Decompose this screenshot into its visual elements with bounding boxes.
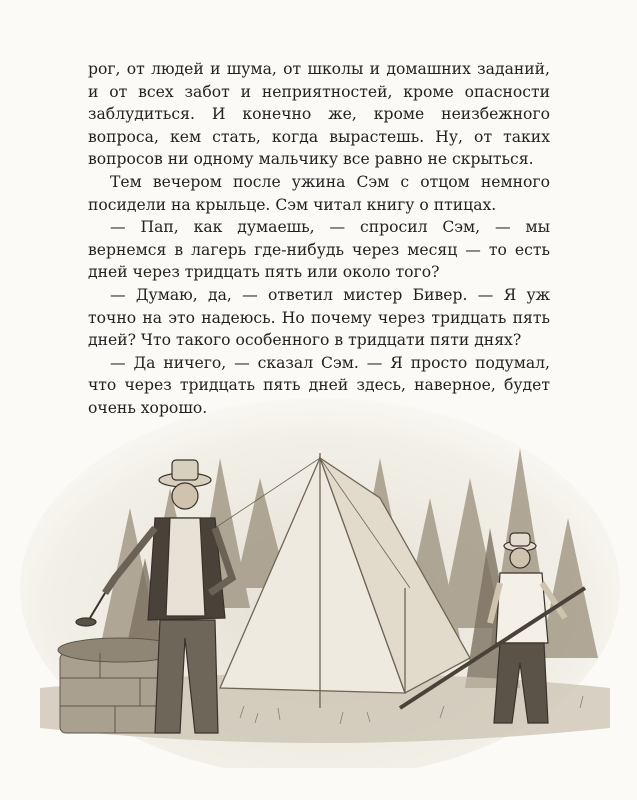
camp-illustration <box>20 388 620 768</box>
paragraph-4: — Думаю, да, — ответил мистер Бивер. — Я уж точно на это надеюсь. Но почему через тридцать пять дней? Что такого особенного в тридцати пяти днях? <box>88 285 550 350</box>
body-text <box>88 58 550 420</box>
paragraph-1: рог, от людей и шума, от школы и домашних заданий, и от всех забот и неприятностей, кроме опасности заблудиться. И конечно же, кроме неизбежного вопроса, кем стать, когда вырастешь. Ну, от таких вопросов ни одному мальчику все равно не скрыться. <box>88 60 550 169</box>
paragraph-3: — Пап, как думаешь, — спросил Сэм, — мы вернемся в лагерь где-нибудь через месяц — то есть дней через тридцать пять или около того? <box>88 218 550 282</box>
paragraph-5: — Да ничего, — сказал Сэм. — Я просто подумал, что через тридцать пять дней здесь, наверное, будет очень хорошо. <box>88 353 550 417</box>
paragraph-2: Тем вечером после ужина Сэм с отцом немного посидели на крыльце. Сэм читал книгу о птицах. <box>88 172 550 214</box>
